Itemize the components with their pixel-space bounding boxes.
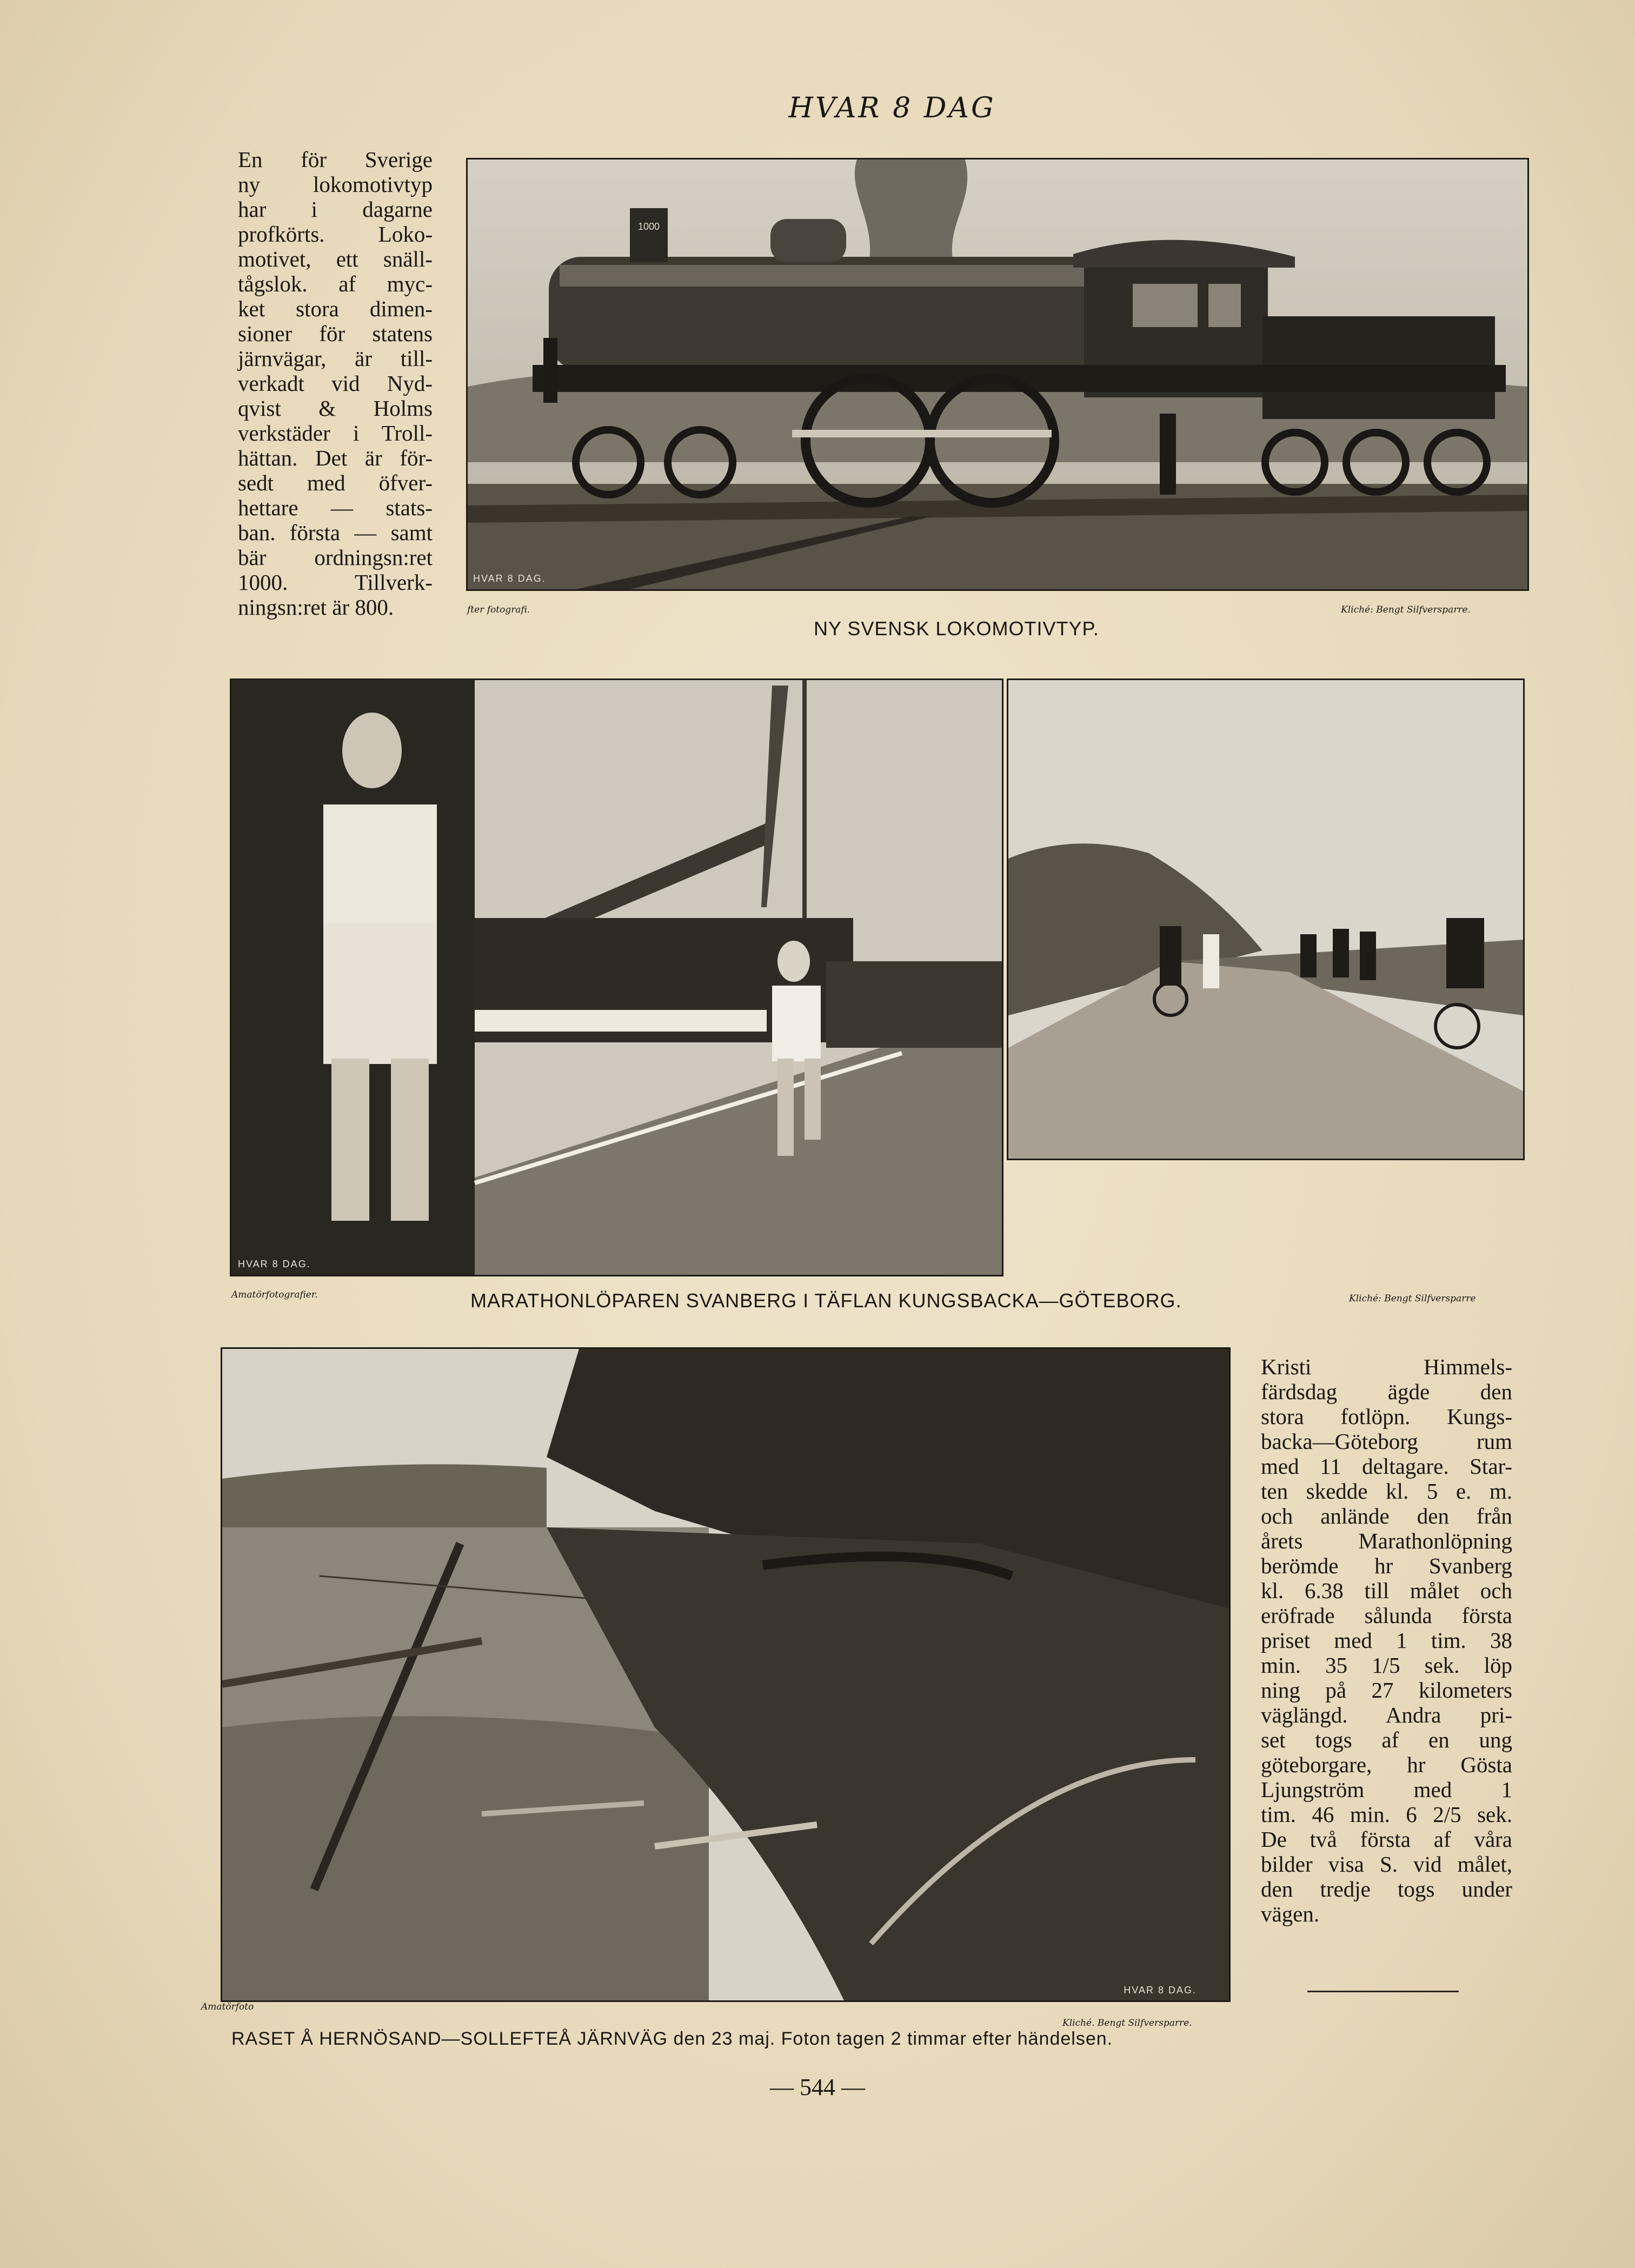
marathon-finish-photo [230,679,1003,1276]
text-line: göteborgare, hr Gösta [1261,1752,1512,1777]
text-line: ket stora dimen- [238,296,433,321]
text-line: ban. första — samt [238,520,433,545]
text-line: tågslok. af myc- [238,271,433,296]
text-line: hättan. Det är för- [238,445,433,470]
text-line: ten skedde kl. 5 e. m. [1261,1479,1512,1504]
text-line: berömde hr Svanberg [1261,1553,1512,1578]
text-line: stora fotlöpn. Kungs- [1261,1404,1512,1429]
marathon-article-text [1261,1354,1512,1926]
marathon-caption: MARATHONLÖPAREN SVANBERG I TÄFLAN KUNGSBACKA—GÖTEBORG. [470,1289,1182,1312]
text-line: har i dagarne [238,197,433,222]
text-line: vägen. [1261,1901,1320,1926]
text-line: 1000. Tillverk- [238,570,433,595]
photo-credit-left: fter fotografi. [467,604,530,615]
text-line: verkadt vid Nyd- [238,371,433,396]
text-line: sioner för statens [238,321,433,346]
text-line: ning på 27 kilometers [1261,1678,1512,1702]
engine-number-plate: 1000 [637,221,660,232]
text-line: En för Sverige [238,147,433,172]
text-line: kl. 6.38 till målet och [1261,1578,1512,1603]
text-line: min. 35 1/5 sek. löp [1261,1653,1512,1678]
locomotive-photo [466,158,1529,591]
text-line: bilder visa S. vid målet, [1261,1852,1512,1877]
text-line: qvist & Holms [238,396,433,421]
photo-credit-right: Kliché: Bengt Silfversparre. [1341,604,1471,615]
text-line: väglängd. Andra pri- [1261,1702,1512,1727]
marathon-road-photo [1007,679,1525,1160]
text-line: eröfrade sålunda första [1261,1603,1512,1628]
photo-credit-right: Kliché. Bengt Silfversparre. [1062,2018,1192,2028]
magazine-title: HVAR 8 DAG [788,92,996,124]
text-line: motivet, ett snäll- [238,247,433,271]
text-line: verkstäder i Troll- [238,421,433,445]
text-line: ny lokomotivtyp [238,172,433,197]
photo-credit-left: Amatörfoto [201,2001,254,2012]
text-line: De två första af våra [1261,1827,1512,1852]
locomotive-article-text [238,147,433,620]
text-line: färdsdag ägde den [1261,1379,1512,1404]
text-line: hettare — stats- [238,495,433,520]
text-line: med 11 deltagare. Star- [1261,1454,1512,1479]
text-line: sedt med öfver- [238,470,433,495]
photo-credit-right: Kliché: Bengt Silfversparre [1349,1293,1476,1304]
text-line: årets Marathonlöpning [1261,1528,1512,1553]
locomotive-caption: NY SVENSK LOKOMOTIVTYP. [814,617,1099,640]
text-line: bär ordningsn:ret [238,545,433,570]
text-line: järnvägar, är till- [238,346,433,371]
landslide-caption: RASET Å HERNÖSAND—SOLLEFTEÅ JÄRNVÄG den 23 maj. Foton tagen 2 timmar efter händelsen. [231,2028,1113,2049]
text-line: och anlände den från [1261,1504,1512,1528]
column-end-rule [1307,1991,1459,1992]
photo-watermark: HVAR 8 DAG. [1124,1985,1197,1996]
text-line: Kristi Himmels- [1261,1354,1512,1379]
photo-watermark: HVAR 8 DAG. [238,1259,311,1269]
photo-credit-left: Amatörfotografier. [231,1289,318,1300]
text-line: priset med 1 tim. 38 [1261,1628,1512,1653]
photo-watermark: HVAR 8 DAG. [473,573,546,584]
landslide-photo [221,1347,1231,2002]
text-line: den tredje togs under [1261,1877,1512,1901]
page-number: — 544 — [770,2074,865,2100]
text-line: tim. 46 min. 6 2/5 sek. [1261,1802,1512,1827]
text-line: backa—Göteborg rum [1261,1429,1512,1454]
text-line: Ljungström med 1 [1261,1777,1512,1802]
text-line: set togs af en ung [1261,1727,1512,1752]
text-line: ningsn:ret är 800. [238,595,394,620]
text-line: profkörts. Loko- [238,222,433,247]
